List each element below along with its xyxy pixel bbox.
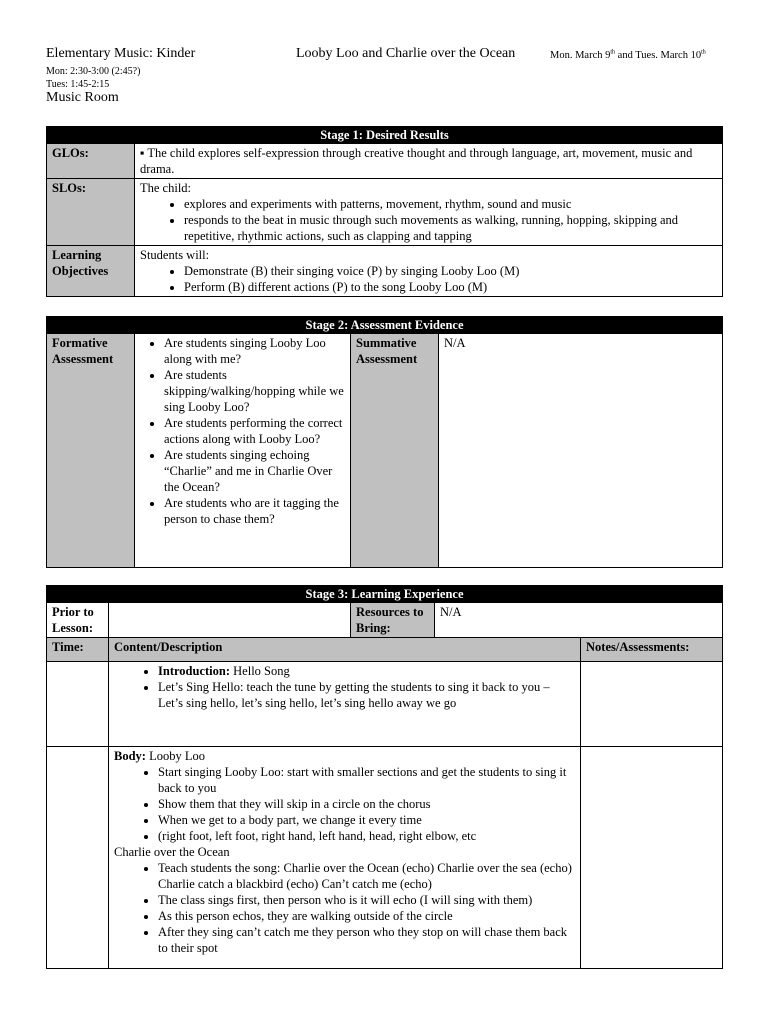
stage2-table	[46, 316, 723, 568]
formative-label: Formative Assessment	[47, 334, 135, 568]
content-column-header: Content/Description	[109, 638, 581, 662]
resources-value: N/A	[435, 603, 723, 638]
charlie-item: • The class sings first, then person who is it will echo (I will sing with them)	[158, 892, 575, 908]
glos-cell	[135, 144, 723, 179]
intro-notes-cell	[581, 662, 723, 747]
looby-item: • (right foot, left foot, right hand, left hand, head, right elbow, etc	[158, 828, 575, 844]
lo-item: • Demonstrate (B) their singing voice (P) by singing Looby Loo (M)	[184, 263, 717, 279]
charlie-item: • After they sing can’t catch me they person who they stop on will chase them back to their spot	[158, 924, 575, 956]
intro-item: • Let’s Sing Hello: teach the tune by getting the students to sing it back to you – Let’s sing hello, let’s sing hello, let’s sing hello away we go	[158, 679, 575, 711]
intro-time-cell	[47, 662, 109, 747]
summative-value: N/A	[439, 334, 723, 568]
intro-item: • Introduction: Hello Song	[158, 663, 575, 679]
formative-cell	[135, 334, 351, 568]
charlie-item: • As this person echos, they are walking outside of the circle	[158, 908, 575, 924]
time-tuesday: Tues: 1:45-2:15	[46, 79, 110, 90]
slos-intro: The child:	[140, 181, 192, 195]
prior-lesson-label: Prior to Lesson:	[47, 603, 109, 638]
looby-item: • Start singing Looby Loo: start with smaller sections and get the students to sing it back to you	[158, 764, 575, 796]
slos-cell	[135, 179, 723, 246]
stage3-table	[46, 585, 723, 969]
stage1-title: Stage 1: Desired Results	[47, 127, 723, 144]
body-time-cell	[47, 747, 109, 969]
formative-item: • Are students singing Looby Loo along with me?	[164, 335, 345, 367]
body-heading: Body: Looby Loo	[114, 749, 205, 763]
learning-objectives-label: Learning Objectives	[47, 246, 135, 297]
slos-label: SLOs:	[47, 179, 135, 246]
location: Music Room	[46, 90, 119, 105]
lo-item: • Perform (B) different actions (P) to the song Looby Loo (M)	[184, 279, 717, 295]
formative-item: • Are students who are it tagging the person to chase them?	[164, 495, 345, 527]
stage3-title: Stage 3: Learning Experience	[47, 586, 723, 603]
time-monday: Mon: 2:30-3:00 (2:45?)	[46, 66, 141, 77]
lesson-dates: Mon. March 9th and Tues. March 10th	[550, 49, 706, 61]
looby-item: • Show them that they will skip in a circle on the chorus	[158, 796, 575, 812]
charlie-item: • Teach students the song: Charlie over the Ocean (echo) Charlie over the sea (echo) Charlie catch a blackbird (echo) Can’t catch me (echo)	[158, 860, 575, 892]
charlie-heading: Charlie over the Ocean	[114, 845, 230, 859]
glos-label: GLOs:	[47, 144, 135, 179]
lesson-title: Looby Loo and Charlie over the Ocean	[296, 46, 516, 61]
stage2-title: Stage 2: Assessment Evidence	[47, 317, 723, 334]
lo-intro: Students will:	[140, 248, 210, 262]
slo-item: • explores and experiments with patterns, movement, rhythm, sound and music	[184, 196, 717, 212]
course-title: Elementary Music: Kinder	[46, 46, 196, 61]
formative-item: • Are students performing the correct actions along with Looby Loo?	[164, 415, 345, 447]
learning-objectives-cell	[135, 246, 723, 297]
formative-item: • Are students singing echoing “Charlie” and me in Charlie Over the Ocean?	[164, 447, 345, 495]
looby-item: • When we get to a body part, we change it every time	[158, 812, 575, 828]
summative-label: Summative Assessment	[351, 334, 439, 568]
body-content-cell	[109, 747, 581, 969]
body-notes-cell	[581, 747, 723, 969]
notes-column-header: Notes/Assessments:	[581, 638, 723, 662]
resources-label: Resources to Bring:	[351, 603, 435, 638]
formative-item: • Are students skipping/walking/hopping while we sing Looby Loo?	[164, 367, 345, 415]
glos-text: The child explores self-expression through creative thought and through language, art, movement, music and drama.	[140, 146, 693, 176]
intro-content-cell	[109, 662, 581, 747]
stage1-table	[46, 126, 723, 297]
time-column-header: Time:	[47, 638, 109, 662]
slo-item: • responds to the beat in music through such movements as walking, running, hopping, skipping and repetitive, rhythmic actions, such as clapping and tapping	[184, 212, 717, 244]
prior-lesson-value	[109, 603, 351, 638]
